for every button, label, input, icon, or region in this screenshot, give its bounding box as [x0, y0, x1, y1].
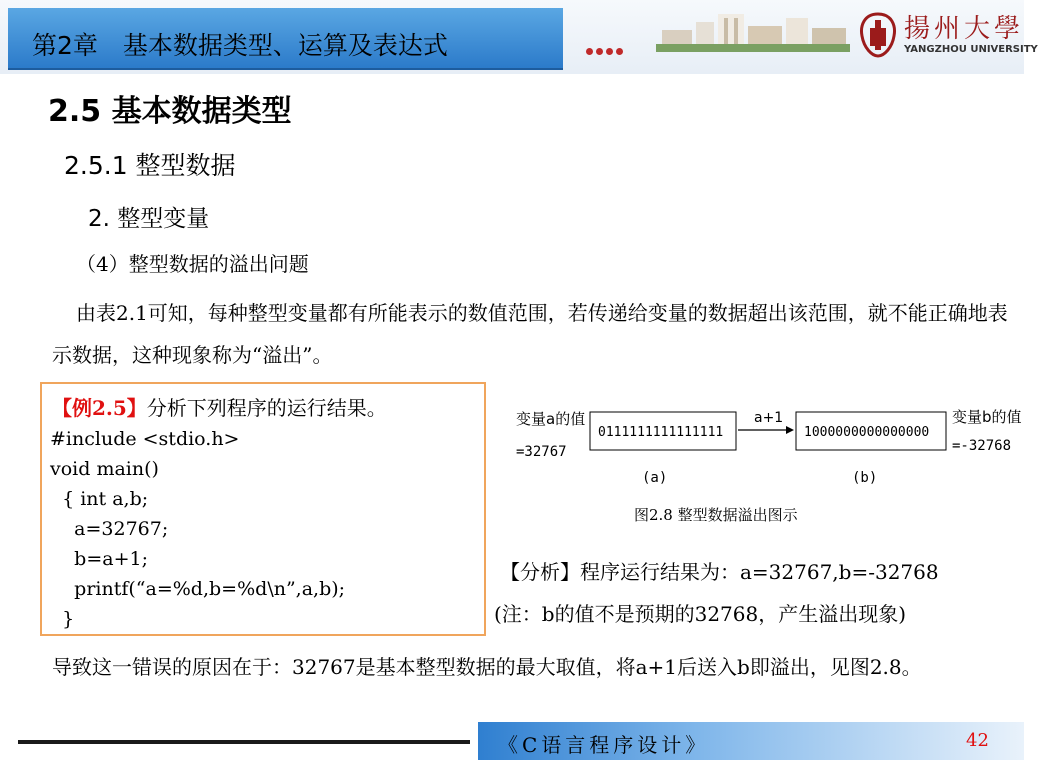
logo-chinese-name: 揚州大學 — [904, 14, 1025, 44]
campus-skyline-image — [656, 8, 850, 52]
chapter-title: 第2章 基本数据类型、运算及表达式 — [32, 31, 448, 60]
example-tag: 【例2.5】 — [52, 396, 147, 420]
sub-label-b: (b) — [852, 470, 878, 486]
example-code: #include <stdio.h> void main() { int a,b; a=32767; b=a+1; printf(“a=%d,b=%d\n”,a,b); } — [50, 428, 346, 630]
decorative-dots — [586, 40, 626, 59]
bits-b-value: 1000000000000000 — [804, 425, 930, 440]
sub-label-a: (a) — [642, 470, 668, 486]
analysis-note: (注：b的值不是预期的32768，产生溢出现象) — [494, 602, 907, 626]
dot-icon — [616, 48, 623, 55]
arrow-label: a+1 — [754, 410, 784, 426]
increment-arrow-head — [786, 426, 794, 434]
label-b-line2: =-32768 — [952, 438, 1012, 454]
logo-english-name: YANGZHOU UNIVERSITY — [904, 44, 1038, 55]
example-box — [40, 382, 486, 636]
slide-header — [0, 0, 1038, 74]
analysis-result: 【分析】程序运行结果为：a=32767,b=-32768 — [500, 560, 939, 584]
item-heading: 2. 整型变量 — [88, 206, 210, 232]
example-title — [52, 392, 387, 421]
footer-divider — [18, 740, 470, 744]
label-a-line2: =32767 — [516, 444, 567, 460]
dot-icon — [596, 48, 603, 55]
section-heading: 2.5 基本数据类型 — [48, 94, 292, 129]
overflow-diagram-svg — [508, 396, 1020, 496]
university-emblem-icon — [856, 10, 900, 60]
page-number: 42 — [966, 730, 989, 751]
footer-bar — [478, 722, 1024, 760]
dot-icon — [606, 48, 613, 55]
cause-paragraph: 导致这一错误的原因在于：32767是基本整型数据的最大取值，将a+1后送入b即溢出，见图2.8。 — [52, 655, 922, 679]
course-title: 《C语言程序设计》 — [498, 733, 710, 757]
label-b-line1: 变量b的值 — [952, 408, 1022, 426]
bits-a-value: 0111111111111111 — [598, 425, 724, 440]
figure-caption: 图2.8 整型数据溢出图示 — [634, 506, 798, 524]
overflow-diagram — [508, 396, 1020, 496]
university-logo — [856, 6, 1038, 66]
label-a-line1: 变量a的值 — [516, 410, 586, 428]
overflow-explanation-paragraph: 由表2.1可知，每种整型变量都有所能表示的数值范围，若传递给变量的数据超出该范围，就不能正确地表示数据，这种现象称为“溢出”。 — [52, 301, 1008, 367]
subitem-heading: （4）整型数据的溢出问题 — [76, 252, 309, 276]
chapter-title-box — [8, 8, 563, 70]
dot-icon — [586, 48, 593, 55]
subsection-heading: 2.5.1 整型数据 — [64, 151, 236, 180]
example-description: 分析下列程序的运行结果。 — [146, 396, 387, 420]
